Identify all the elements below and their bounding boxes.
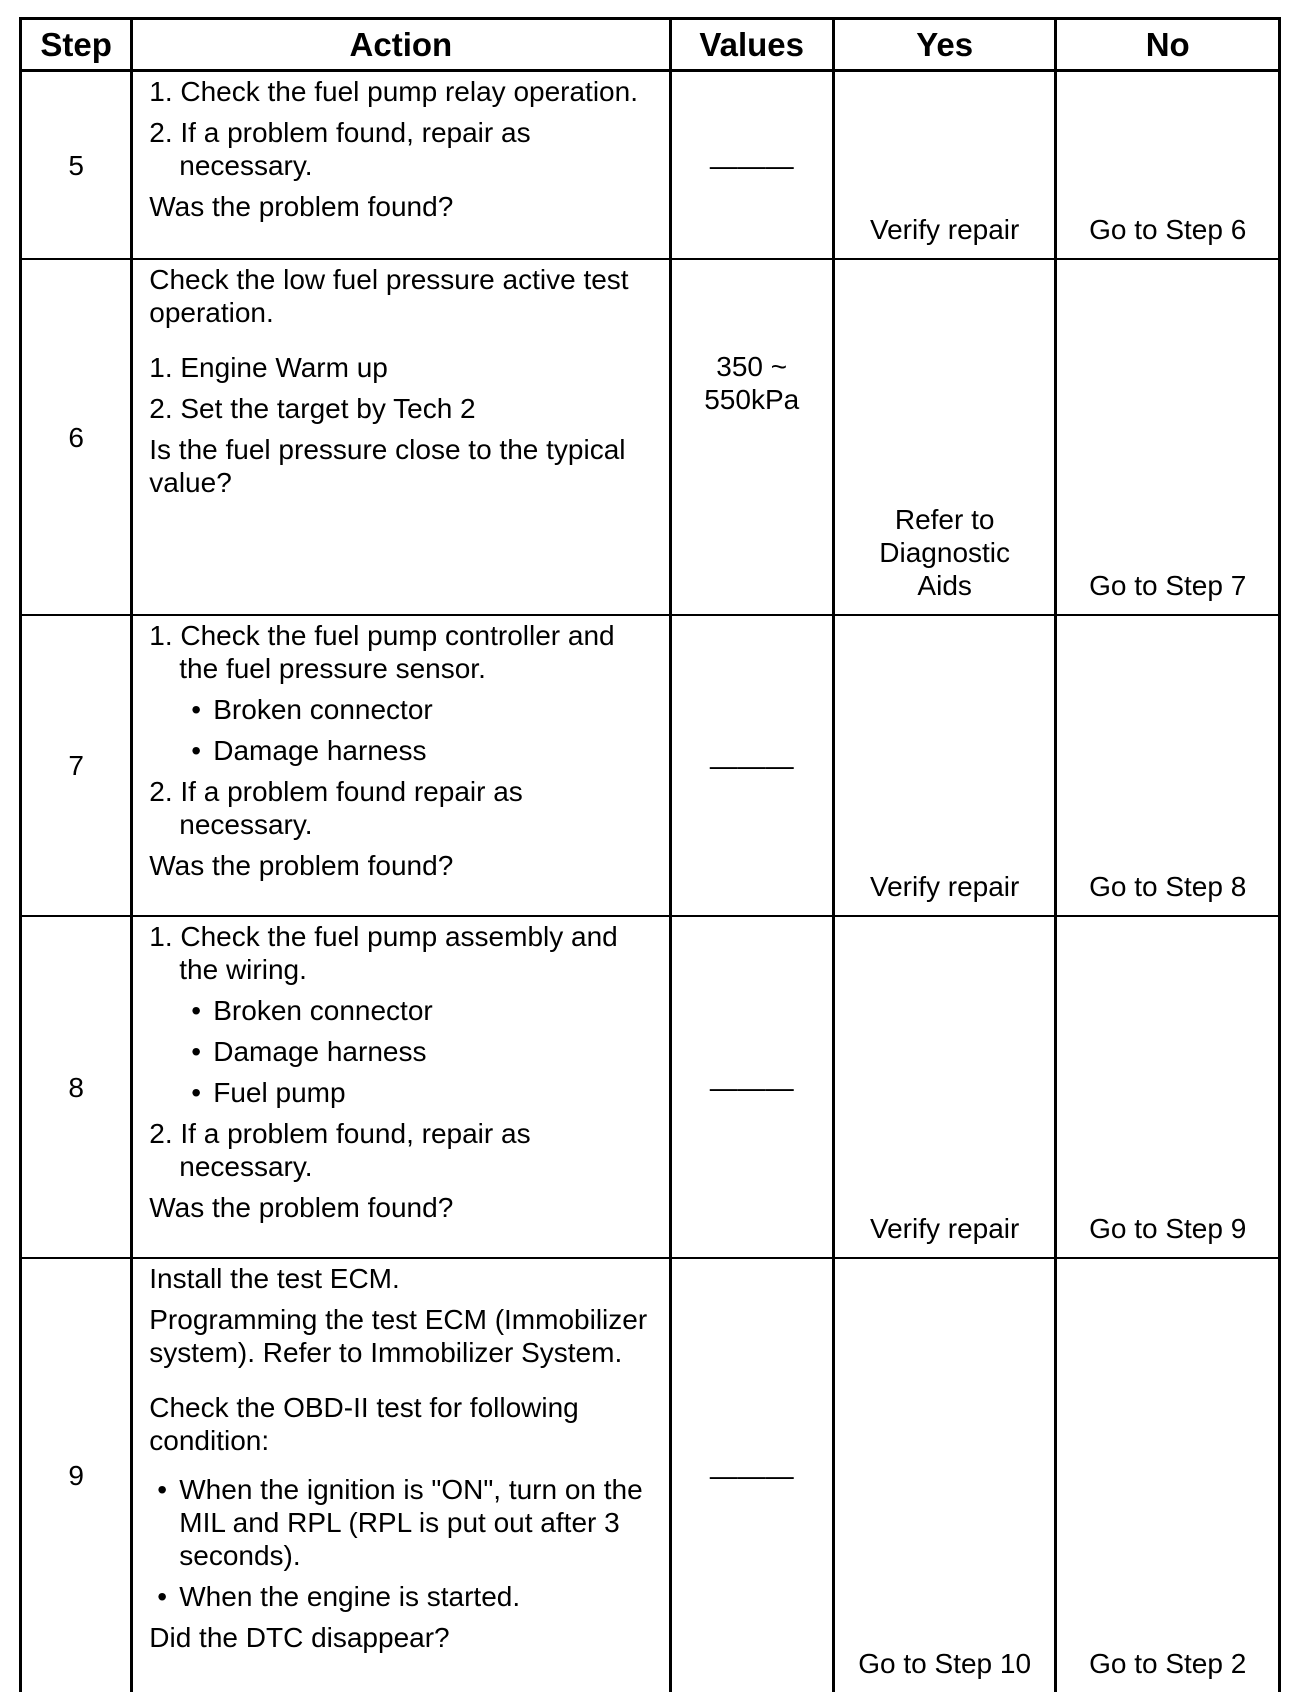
bullet-icon: • (191, 694, 202, 725)
action-question: Did the DTC disappear? (149, 1622, 450, 1653)
action-line: 1. Check the fuel pump controller and the fuel pressure sensor. (149, 620, 615, 684)
action-question: Was the problem found? (149, 1192, 454, 1223)
table-row (21, 1258, 1280, 1692)
bullet-icon: • (157, 1474, 168, 1505)
no-cell: Go to Step 6 (1056, 71, 1280, 260)
action-question: Was the problem found? (149, 191, 454, 222)
bullet-icon: • (191, 1077, 202, 1108)
yes-cell: Verify repair (833, 71, 1056, 260)
values-cell: ——— (670, 615, 833, 916)
step-number: 5 (21, 71, 132, 260)
no-cell: Go to Step 2 (1056, 1258, 1280, 1692)
action-line: 1. Check the fuel pump assembly and the wiring. (149, 921, 618, 985)
diagnostic-table (19, 17, 1281, 1692)
bullet-item: • When the engine is started. (157, 1581, 521, 1612)
bullet-item: • Damage harness (191, 735, 427, 766)
table-row (21, 71, 1280, 260)
bullet-icon: • (157, 1581, 168, 1612)
action-line: 1. Check the fuel pump relay operation. (149, 76, 638, 107)
header-step: Step (21, 19, 132, 71)
values-cell: ——— (670, 1258, 833, 1692)
bullet-item: • Broken connector (191, 995, 433, 1026)
action-cell (132, 916, 670, 1258)
action-line: Programming the test ECM (Immobilizer system). Refer to Immobilizer System. (149, 1304, 648, 1368)
bullet-icon: • (191, 735, 202, 766)
action-question: Is the fuel pressure close to the typical value? (149, 434, 626, 498)
action-line: Check the low fuel pressure active test operation. (149, 264, 629, 328)
header-row (21, 19, 1280, 71)
bullet-item: • Broken connector (191, 694, 433, 725)
no-cell: Go to Step 8 (1056, 615, 1280, 916)
header-action: Action (132, 19, 670, 71)
action-line: 2. If a problem found repair as necessary. (149, 776, 523, 840)
action-cell (132, 615, 670, 916)
no-cell: Go to Step 7 (1056, 259, 1280, 615)
no-cell: Go to Step 9 (1056, 916, 1280, 1258)
values-line: 550kPa (704, 384, 800, 415)
header-yes: Yes (833, 19, 1056, 71)
values-cell: ——— (670, 71, 833, 260)
action-cell (132, 259, 670, 615)
bullet-icon: • (191, 1036, 202, 1067)
action-line: 2. Set the target by Tech 2 (149, 393, 476, 424)
yes-cell: Go to Step 10 (833, 1258, 1056, 1692)
values-line: 350 ~ (716, 351, 788, 382)
action-line: 2. If a problem found, repair as necessary. (149, 1118, 531, 1182)
table-row (21, 259, 1280, 615)
header-no: No (1056, 19, 1280, 71)
step-number: 8 (21, 916, 132, 1258)
header-values: Values (670, 19, 833, 71)
values-cell (670, 259, 833, 615)
table-row (21, 916, 1280, 1258)
action-question: Was the problem found? (149, 850, 454, 881)
step-number: 9 (21, 1258, 132, 1692)
action-line: Check the OBD-II test for following condition: (149, 1392, 579, 1456)
action-line: 1. Engine Warm up (149, 352, 388, 383)
action-cell (132, 1258, 670, 1692)
action-line: 2. If a problem found, repair as necessary. (149, 117, 531, 181)
yes-cell: Verify repair (833, 615, 1056, 916)
bullet-item: • Fuel pump (191, 1077, 346, 1108)
bullet-icon: • (191, 995, 202, 1026)
step-number: 6 (21, 259, 132, 615)
yes-cell: Verify repair (833, 916, 1056, 1258)
bullet-item: • When the ignition is "ON", turn on the MIL and RPL (RPL is put out after 3 seconds). (157, 1474, 643, 1571)
table-row (21, 615, 1280, 916)
bullet-item: • Damage harness (191, 1036, 427, 1067)
action-cell (132, 71, 670, 260)
step-number: 7 (21, 615, 132, 916)
values-cell: ——— (670, 916, 833, 1258)
action-line: Install the test ECM. (149, 1263, 400, 1294)
yes-cell: Refer to Diagnostic Aids (833, 259, 1056, 615)
